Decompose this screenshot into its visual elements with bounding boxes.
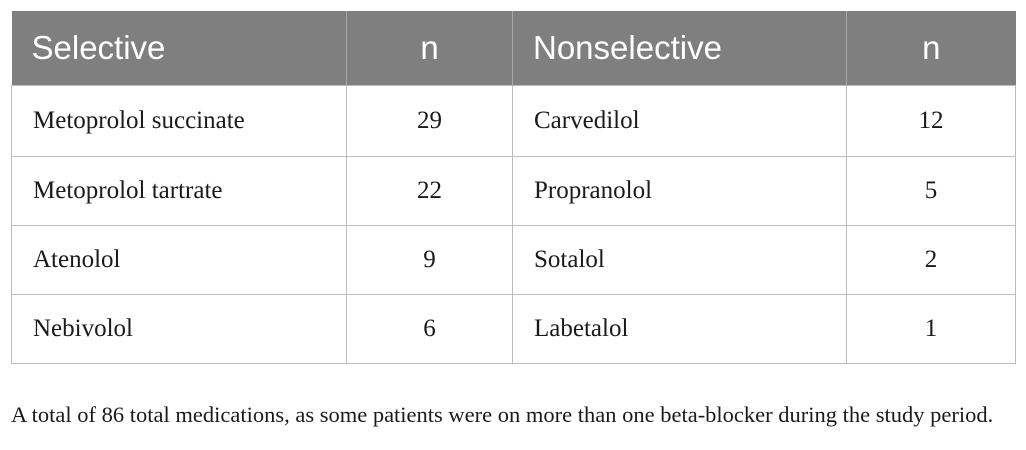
nonselective-count-cell: 1: [847, 294, 1016, 363]
nonselective-count-cell: 5: [847, 156, 1016, 225]
table-header: [12, 11, 1016, 85]
nonselective-count-cell: 2: [847, 225, 1016, 294]
selective-drug-cell: Atenolol: [12, 225, 347, 294]
header-nonselective: Nonselective: [513, 11, 847, 85]
selective-count-cell: 9: [347, 225, 513, 294]
table-body: [12, 85, 1016, 363]
selective-drug-cell: Nebivolol: [12, 294, 347, 363]
selective-drug-cell: Metoprolol succinate: [12, 85, 347, 156]
header-nonselective-count: n: [847, 11, 1016, 85]
table-footnote: A total of 86 total medications, as some patients were on more than one beta-blocker during the study period.: [11, 401, 994, 427]
nonselective-drug-cell: Carvedilol: [513, 85, 847, 156]
selective-count-cell: 6: [347, 294, 513, 363]
nonselective-drug-cell: Propranolol: [513, 156, 847, 225]
selective-count-cell: 22: [347, 156, 513, 225]
header-selective: Selective: [12, 11, 347, 85]
table-row: [12, 225, 1016, 294]
nonselective-count-cell: 12: [847, 85, 1016, 156]
header-selective-count: n: [347, 11, 513, 85]
beta-blocker-table-container: [11, 11, 1015, 364]
table-row: [12, 156, 1016, 225]
table-row: [12, 85, 1016, 156]
nonselective-drug-cell: Sotalol: [513, 225, 847, 294]
beta-blocker-table: [11, 11, 1016, 364]
header-row: [12, 11, 1016, 85]
nonselective-drug-cell: Labetalol: [513, 294, 847, 363]
table-row: [12, 294, 1016, 363]
selective-drug-cell: Metoprolol tartrate: [12, 156, 347, 225]
selective-count-cell: 29: [347, 85, 513, 156]
